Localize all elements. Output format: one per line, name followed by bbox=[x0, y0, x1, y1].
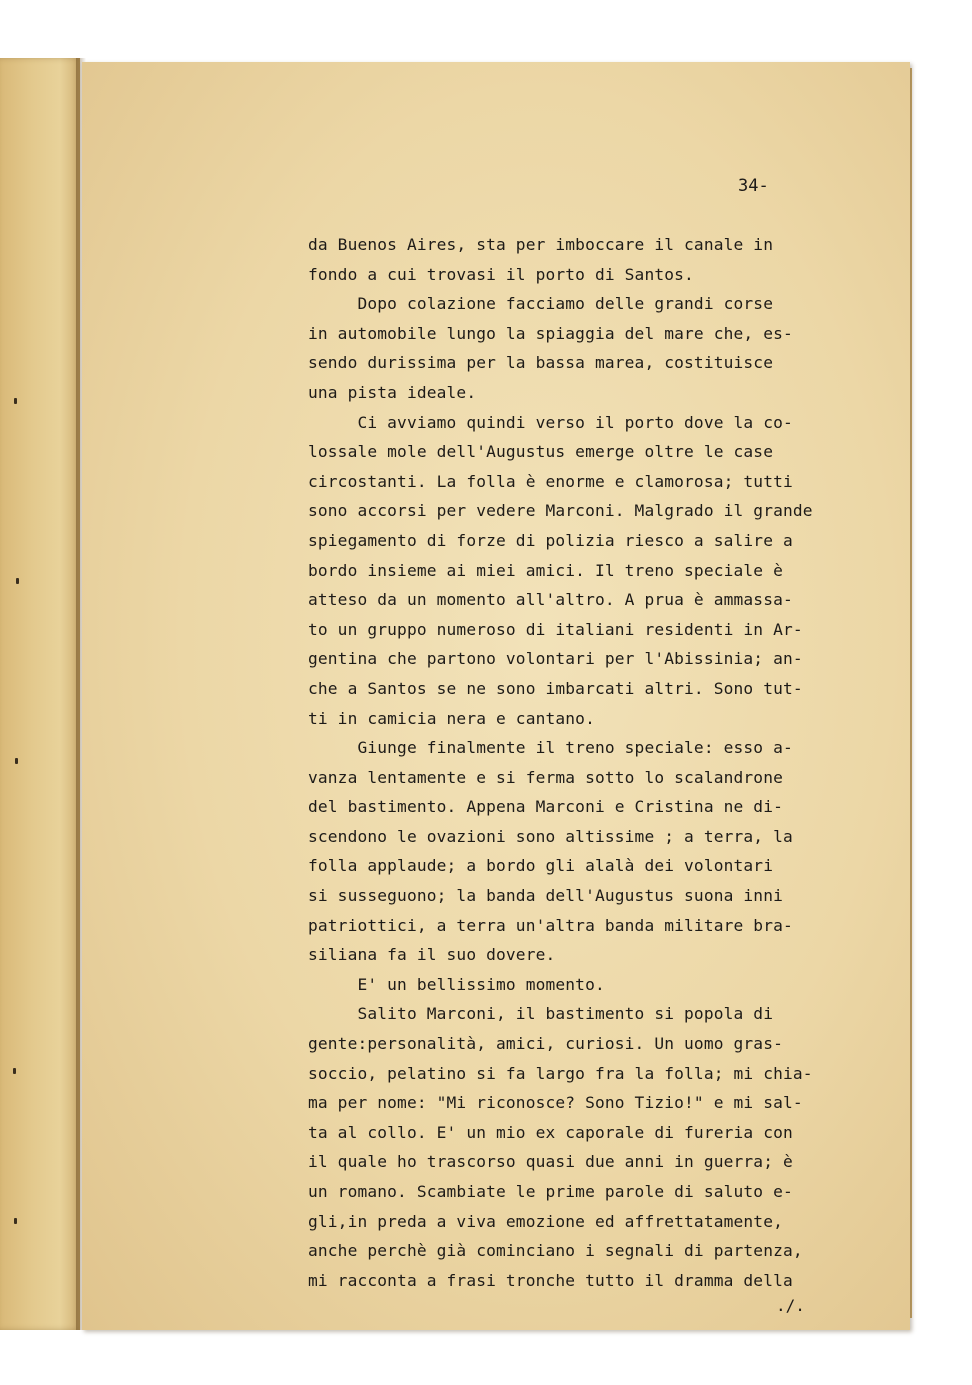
text-line: to un gruppo numeroso di italiani residenti in Ar- bbox=[308, 619, 803, 639]
page-speck bbox=[13, 1068, 16, 1074]
text-line: mi racconta a frasi tronche tutto il dramma della bbox=[308, 1270, 793, 1290]
text-line: atteso da un momento all'altro. A prua è ammassa- bbox=[308, 590, 793, 610]
text-line: lossale mole dell'Augustus emerge oltre le case bbox=[308, 442, 774, 462]
continuation-mark: ./. bbox=[776, 1296, 805, 1315]
text-line: ta al collo. E' un mio ex caporale di fureria con bbox=[308, 1122, 793, 1142]
text-line: ti in camicia nera e cantano. bbox=[308, 708, 595, 728]
page-speck bbox=[14, 398, 17, 404]
text-line: un romano. Scambiate le prime parole di saluto e- bbox=[308, 1182, 793, 1201]
text-line: folla applaude; a bordo gli alalà dei volontari bbox=[308, 856, 774, 876]
text-line: da Buenos Aires, sta per imboccare il canale in bbox=[308, 235, 774, 254]
text-line: gli,in preda a viva emozione ed affrettatamente, bbox=[308, 1211, 783, 1231]
text-line: che a Santos se ne sono imbarcati altri. Sono tut- bbox=[308, 678, 803, 698]
text-line: gente:personalità, amici, curiosi. Un uomo gras- bbox=[308, 1034, 783, 1054]
text-line: del bastimento. Appena Marconi e Cristina ne di- bbox=[308, 797, 783, 817]
text-line: ma per nome: "Mi riconosce? Sono Tizio!" e mi sal- bbox=[308, 1093, 803, 1113]
text-line: patriottici, a terra un'altra banda militare bra- bbox=[308, 915, 793, 935]
text-line: sono accorsi per vedere Marconi. Malgrado il grande bbox=[308, 501, 813, 521]
text-line: circostanti. La folla è enorme e clamorosa; tutti bbox=[308, 471, 793, 491]
text-line: Salito Marconi, il bastimento si popola di bbox=[308, 1004, 774, 1024]
text-line: anche perchè già cominciano i segnali di partenza, bbox=[308, 1241, 803, 1261]
text-line: soccio, pelatino si fa largo fra la folla; mi chia- bbox=[308, 1063, 813, 1083]
text-line: in automobile lungo la spiaggia del mare che, es- bbox=[308, 323, 793, 343]
page-speck bbox=[14, 1218, 17, 1224]
text-line: il quale ho trascorso quasi due anni in guerra; è bbox=[308, 1152, 793, 1172]
text-line: una pista ideale. bbox=[308, 382, 477, 402]
text-line: Giunge finalmente il treno speciale: esso a- bbox=[308, 738, 793, 758]
text-line: Ci avviamo quindi verso il porto dove la co- bbox=[308, 412, 793, 432]
text-line: si susseguono; la banda dell'Augustus suona inni bbox=[308, 886, 783, 906]
text-line: siliana fa il suo dovere. bbox=[308, 945, 556, 965]
page-speck bbox=[15, 758, 18, 764]
text-line: sendo durissima per la bassa marea, costituisce bbox=[308, 353, 774, 373]
page-number: 34- bbox=[738, 176, 769, 196]
left-page bbox=[0, 58, 80, 1330]
text-line: vanza lentamente e si ferma sotto lo scalandrone bbox=[308, 767, 783, 787]
text-line: E' un bellissimo momento. bbox=[308, 974, 605, 994]
text-line: scendono le ovazioni sono altissime ; a terra, la bbox=[308, 826, 793, 846]
text-line: bordo insieme ai miei amici. Il treno speciale è bbox=[308, 560, 783, 580]
page-speck bbox=[16, 578, 19, 584]
text-line: gentina che partono volontari per l'Abissinia; an- bbox=[308, 649, 803, 669]
typewritten-text bbox=[308, 230, 848, 1295]
text-line: Dopo colazione facciamo delle grandi corse bbox=[308, 294, 774, 314]
text-line: spiegamento di forze di polizia riesco a salire a bbox=[308, 530, 793, 550]
text-line: fondo a cui trovasi il porto di Santos. bbox=[308, 264, 694, 284]
